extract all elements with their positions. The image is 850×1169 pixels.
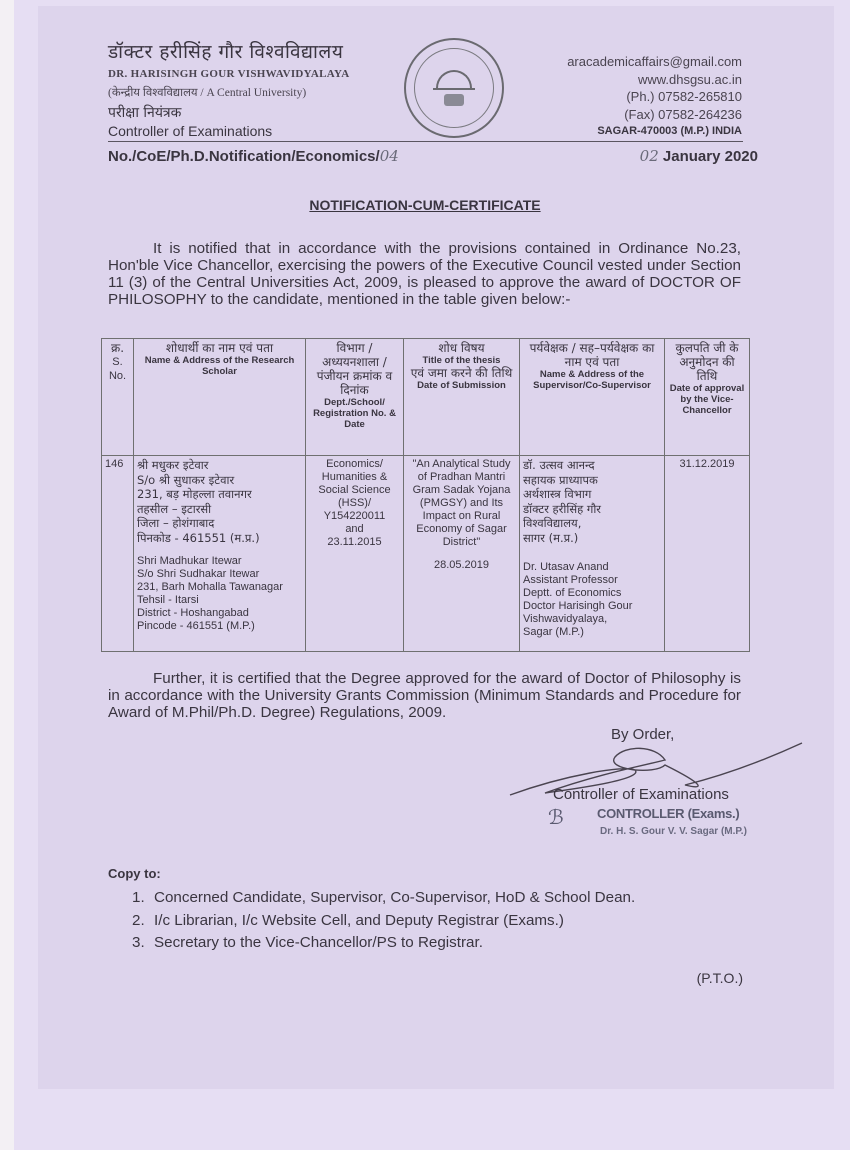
line: 23.11.2015 [327, 536, 382, 548]
line: विश्वविद्यालय, [523, 516, 582, 530]
header-hi: शोधार्थी का नाम एवं पता [165, 341, 274, 355]
office-name-english: Controller of Examinations [108, 123, 273, 139]
header-en: Date of Submission [417, 380, 506, 391]
certification-paragraph [108, 670, 741, 721]
list-item [132, 932, 635, 955]
date-month-year: January 2020 [662, 148, 758, 165]
supervisor-address-hindi [523, 458, 661, 545]
university-name-english: DR. HARISINGH GOUR VISHWAVIDYALAYA [108, 68, 350, 80]
header-hi-2: एवं जमा करने की तिथि [410, 366, 513, 380]
university-seal-logo [404, 38, 504, 138]
thesis-title: "An Analytical Study of Pradhan Mantri Gram Sadak Yojana (PMGSY) and Its Impact on Rural Economy of Sagar District" [412, 458, 511, 548]
header-supervisor [520, 339, 665, 456]
candidate-table [101, 338, 750, 652]
item-text: Concerned Candidate, Supervisor, Co-Supervisor, HoD & School Dean. [154, 889, 636, 906]
office-name-hindi: परीक्षा नियंत्रक [108, 105, 182, 121]
seal-book-icon [444, 94, 464, 106]
item-number: 3. [132, 934, 145, 951]
line: District - Hoshangabad [137, 607, 249, 619]
line: जिला – होशंगाबाद [137, 516, 215, 530]
reference-handwritten-number: 04 [379, 147, 399, 165]
website-link[interactable]: www.dhsgsu.ac.in [637, 71, 742, 87]
line: अर्थशास्त्र विभाग [523, 487, 592, 501]
item-number: 2. [132, 911, 145, 929]
header-scholar [134, 339, 306, 456]
signatory-designation: Controller of Examinations [553, 786, 729, 803]
university-name-hindi: डॉक्टर हरीसिंह गौर विश्वविद्यालय [108, 41, 344, 63]
item-number: 1. [132, 889, 145, 906]
line: 231, Barh Mohalla Tawanagar [137, 581, 283, 593]
header-hi: विभाग / अध्ययनशाला / पंजीयन क्रमांक व दिनांक [316, 341, 393, 397]
heading-text: NOTIFICATION-CUM-CERTIFICATE [309, 197, 541, 213]
line: S/o श्री सुधाकर इटेवार [137, 472, 235, 487]
postal-address: SAGAR-470003 (M.P.) INDIA [597, 125, 742, 137]
date-handwritten-day: 02 [639, 147, 659, 165]
header-sno [102, 339, 134, 456]
line: सहायक प्राध्यापक [523, 472, 598, 487]
line: 231, बड़ मोहल्ला तवानगर [137, 487, 252, 501]
header-hi: शोध विषय [438, 341, 485, 355]
header-thesis [404, 339, 520, 456]
line: Sagar (M.P.) [523, 626, 584, 638]
scan-edge [0, 0, 15, 1150]
document-heading [0, 197, 850, 215]
line: Humanities & [321, 471, 388, 483]
item-text: Secretary to the Vice-Chancellor/PS to Registrar. [154, 934, 483, 951]
reference-number [108, 147, 399, 165]
central-university-label: (केन्द्रीय विश्वविद्यालय / A Central University) [108, 87, 307, 99]
pto-label: (P.T.O.) [696, 970, 743, 986]
cell-supervisor [520, 456, 665, 652]
cell-thesis [404, 456, 520, 652]
header-dept [306, 339, 404, 456]
line: Social Science [318, 484, 391, 496]
line: Economics/ [326, 458, 383, 470]
header-hi: पर्यवेक्षक / सह–पर्यवेक्षक का नाम एवं पता [529, 341, 655, 369]
line: पिनकोड - 461551 (म.प्र.) [137, 530, 260, 545]
notification-paragraph [108, 240, 741, 308]
header-en-title: Title of the thesis [422, 355, 501, 366]
line: S/o Shri Sudhakar Itewar [137, 568, 260, 580]
header-hi: कुलपति जी के अनुमोदन की तिथि [675, 341, 739, 383]
line: Assistant Professor [523, 574, 618, 586]
seal-horizon [433, 88, 475, 90]
submission-date: 28.05.2019 [433, 559, 490, 571]
list-item [132, 910, 635, 933]
table-row [102, 456, 750, 652]
line: Tehsil - Itarsi [137, 594, 199, 606]
paragraph2-text: Further, it is certified that the Degree approved for the award of Doctor of Philosophy is in accordance with the University Grants Commission (Minimum Standards and Procedure for Award of M.Phil/Ph.D. Degree) Regulations, 2009. [108, 670, 741, 721]
email-link[interactable]: aracademicaffairs@gmail.com [567, 54, 742, 69]
header-en: Name & Address of the Supervisor/Co-Supervisor [533, 369, 651, 391]
list-item [132, 887, 635, 910]
line: Deptt. of Economics [523, 587, 622, 599]
reference-prefix: No./CoE/Ph.D.Notification/Economics/ [108, 148, 380, 165]
line: डॉक्टर हरीसिंह गौर [523, 501, 602, 516]
line: तहसील – इटारसी [137, 501, 212, 516]
table-header-row [102, 339, 750, 456]
header-approval-date [665, 339, 750, 456]
stamp-university: Dr. H. S. Gour V. V. Sagar (M.P.) [600, 826, 747, 837]
item-text: I/c Librarian, I/c Website Cell, and Deputy Registrar (Exams.) [154, 911, 564, 929]
line: (HSS)/ [338, 497, 371, 509]
copy-to-list [132, 887, 635, 955]
copy-to-title: Copy to: [108, 866, 161, 881]
line: सागर (म.प्र.) [523, 530, 579, 545]
cell-scholar [134, 456, 306, 652]
supervisor-address-english [523, 561, 661, 639]
document-date [640, 147, 758, 165]
header-en: Name & Address of the Research Scholar [144, 355, 295, 377]
header-hi: क्र. [110, 341, 125, 355]
scholar-address-english [137, 555, 302, 633]
phone-number: (Ph.) 07582-265810 [626, 89, 742, 104]
initials-icon: ℬ [548, 807, 564, 829]
stamp-controller: CONTROLLER (Exams.) [597, 806, 740, 821]
line: Vishwavidyalaya, [523, 613, 608, 625]
line: डॉ. उत्सव आनन्द [523, 458, 595, 472]
cell-sno: 146 [102, 456, 134, 652]
paragraph1-text: It is notified that in accordance with the provisions contained in Ordinance No.23, Hon'ble Vice Chancellor, exercising the powers of the Executive Council vested under Section 11 (3) of the Central Universities Act, 2009, is pleased to approve the award of DOCTOR OF PHILOSOPHY to the candidate, mentioned in the table given below:- [108, 240, 741, 308]
header-en: Date of approval by the Vice-Chancellor [669, 383, 745, 416]
header-en: Dept./School/ Registration No. & Date [313, 397, 396, 430]
line: श्री मधुकर इटेवार [137, 458, 209, 472]
cell-dept [306, 456, 404, 652]
line: Y154220011 [323, 510, 386, 522]
contact-block [567, 53, 742, 141]
line: Dr. Utasav Anand [523, 561, 609, 573]
cell-approval-date: 31.12.2019 [665, 456, 750, 652]
fax-number: (Fax) 07582-264236 [624, 106, 742, 122]
header-en: S. No. [108, 356, 127, 382]
line: and [345, 523, 364, 535]
scholar-address-hindi [137, 458, 302, 545]
by-order-label: By Order, [611, 726, 675, 743]
line: Shri Madhukar Itewar [137, 555, 242, 567]
letterhead-divider [108, 141, 743, 142]
line: Pincode - 461551 (M.P.) [137, 620, 255, 632]
line: Doctor Harisingh Gour [523, 600, 633, 612]
